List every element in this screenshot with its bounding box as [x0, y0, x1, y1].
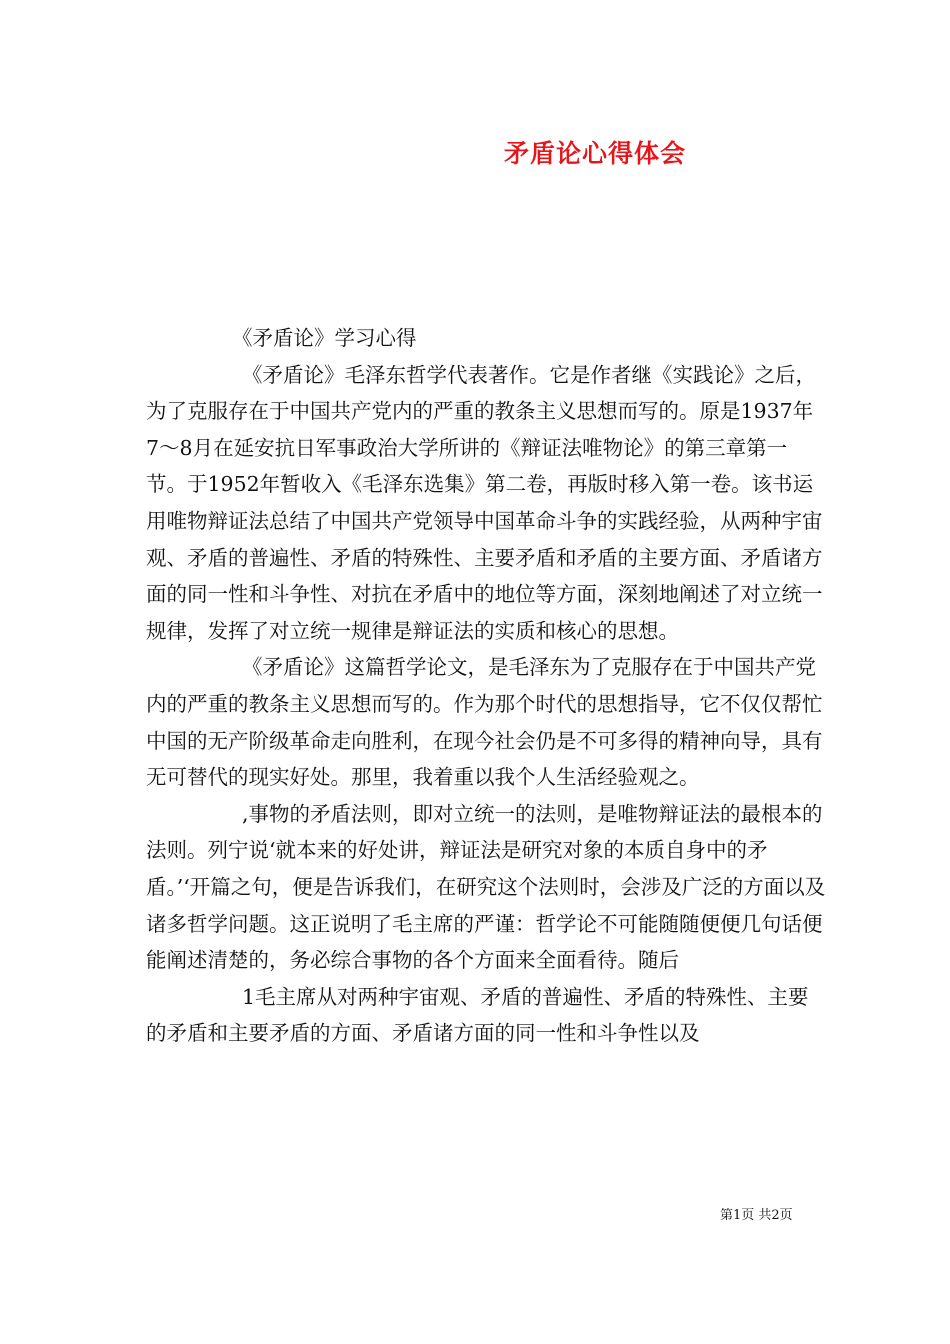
document-body [146, 320, 826, 1052]
paragraph-2: 《矛盾论》这篇哲学论文，是毛泽东为了克服存在于中国共产党内的严重的教条主义思想而写的。作为那个时代的思想指导，它不仅仅帮忙中国的无产阶级革命走向胜利，在现今社会仍是不可多得的精神向导，具有无可替代的现实好处。那里，我着重以我个人生活经验观之。 [146, 655, 823, 790]
section-heading: 《矛盾论》学习心得 [232, 326, 417, 350]
paragraph-4: 1毛主席从对两种宇宙观、矛盾的普遍性、矛盾的特殊性、主要的矛盾和主要矛盾的方面、矛盾诸方面的同一性和斗争性以及 [146, 984, 809, 1046]
paragraph-1: 《矛盾论》毛泽东哲学代表著作。它是作者继《实践论》之后，为了克服存在于中国共产党内的严重的教条主义思想而写的。原是1937年7～8月在延安抗日军事政治大学所讲的《辩证法唯物论》的第三章第一节。于1952年暂收入《毛泽东选集》第二卷，再版时移入第一卷。该书运用唯物辩证法总结了中国共产党领导中国革命斗争的实践经验，从两种宇宙观、矛盾的普遍性、矛盾的特殊性、主要矛盾和矛盾的主要方面、矛盾诸方面的同一性和斗争性、对抗在矛盾中的地位等方面，深刻地阐述了对立统一规律，发挥了对立统一规律是辩证法的实质和核心的思想。 [146, 362, 823, 643]
document-title: 矛盾论心得体会 [503, 139, 686, 168]
page-number-footer: 第1页 共2页 [720, 1208, 793, 1223]
paragraph-3: ,事物的矛盾法则，即对立统一的法则，是唯物辩证法的最根本的法则。列宁说‘就本来的好处讲，辩证法是研究对象的本质自身中的矛盾。’‘开篇之句，便是告诉我们，在研究这个法则时，会涉及广泛的方面以及诸多哲学问题。这正说明了毛主席的严谨：哲学论不可能随随便便几句话便能阐述清楚的，务必综合事物的各个方面来全面看待。随后 [146, 801, 826, 973]
